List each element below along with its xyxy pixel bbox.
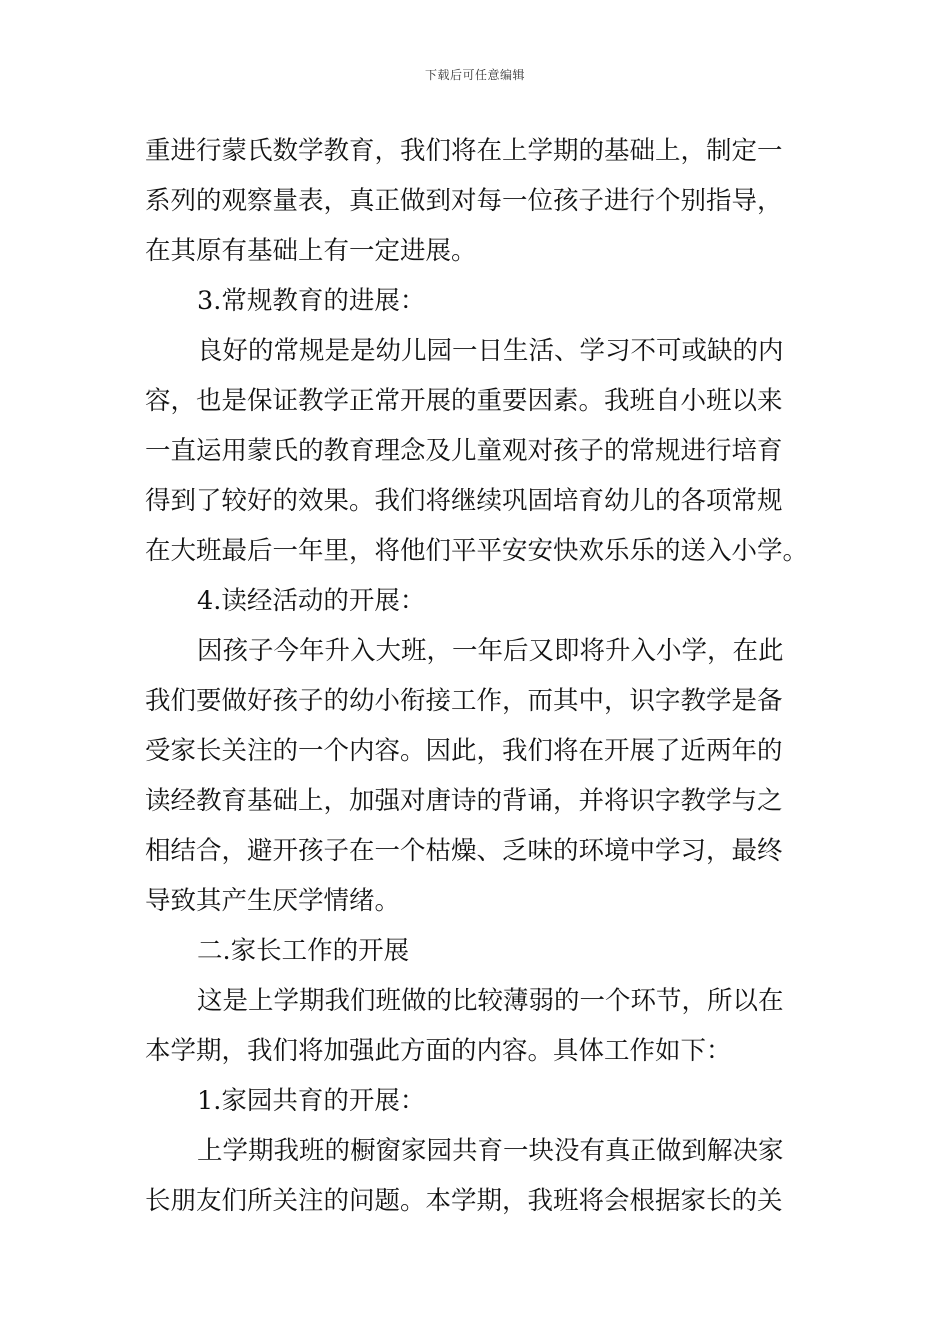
text-line: 在大班最后一年里，将他们平平安安快欢乐乐的送入小学。 bbox=[145, 536, 809, 566]
text-line: 系列的观察量表，真正做到对每一位孩子进行个别指导， bbox=[145, 186, 783, 216]
text-line: 受家长关注的一个内容。因此，我们将在开展了近两年的 bbox=[145, 736, 783, 766]
text-line: 导致其产生厌学情绪。 bbox=[145, 886, 401, 916]
section-heading: 二.家长工作的开展 bbox=[197, 936, 410, 966]
text-line: 因孩子今年升入大班，一年后又即将升入小学，在此 bbox=[197, 636, 784, 666]
text-line: 本学期，我们将加强此方面的内容。具体工作如下： bbox=[145, 1036, 732, 1066]
text-line: 容，也是保证教学正常开展的重要因素。我班自小班以来 bbox=[145, 386, 783, 416]
text-line: 我们要做好孩子的幼小衔接工作，而其中，识字教学是备 bbox=[145, 686, 783, 716]
text-line: 在其原有基础上有一定进展。 bbox=[145, 236, 477, 266]
section-heading: 1.家园共育的开展： bbox=[197, 1086, 426, 1116]
text-line: 一直运用蒙氏的教育理念及儿童观对孩子的常规进行培育 bbox=[145, 436, 783, 466]
text-line: 读经教育基础上，加强对唐诗的背诵，并将识字教学与之 bbox=[145, 786, 783, 816]
document-body bbox=[145, 126, 810, 1226]
page-header: 下载后可任意编辑 bbox=[424, 68, 525, 82]
section-heading: 3.常规教育的进展： bbox=[197, 286, 426, 316]
text-line: 得到了较好的效果。我们将继续巩固培育幼儿的各项常规 bbox=[145, 486, 783, 516]
section-heading: 4.读经活动的开展： bbox=[197, 586, 426, 616]
text-line: 重进行蒙氏数学教育，我们将在上学期的基础上，制定一 bbox=[145, 136, 783, 166]
text-line: 长朋友们所关注的问题。本学期，我班将会根据家长的关 bbox=[145, 1186, 783, 1216]
text-line: 上学期我班的橱窗家园共育一块没有真正做到解决家 bbox=[197, 1136, 784, 1166]
text-line: 良好的常规是是幼儿园一日生活、学习不可或缺的内 bbox=[197, 336, 784, 366]
text-line: 这是上学期我们班做的比较薄弱的一个环节，所以在 bbox=[197, 986, 784, 1016]
text-line: 相结合，避开孩子在一个枯燥、乏味的环境中学习，最终 bbox=[145, 836, 783, 866]
